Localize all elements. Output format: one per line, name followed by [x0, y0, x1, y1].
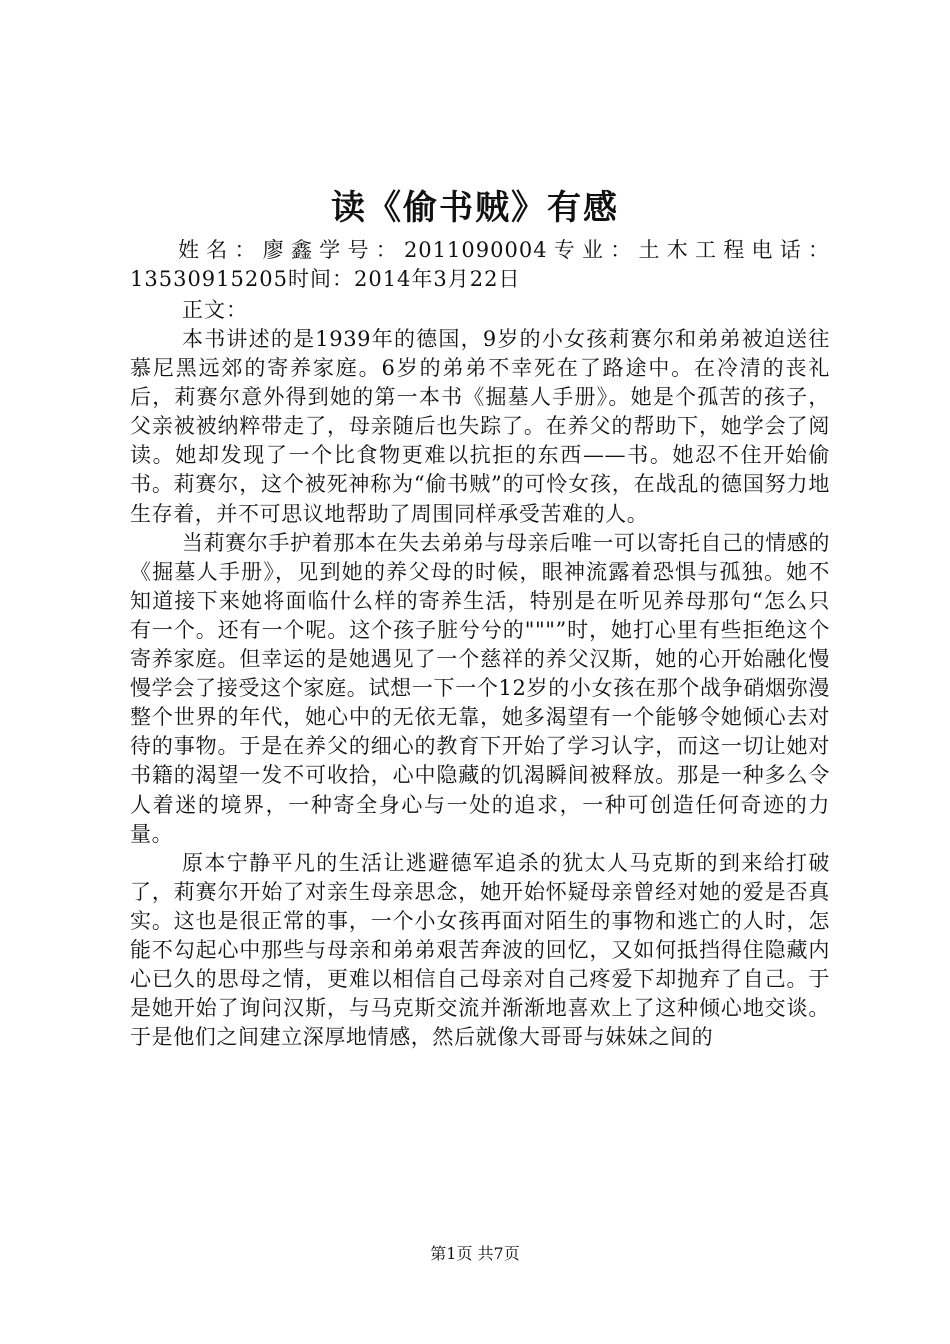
body-label: 正文： — [182, 298, 248, 322]
document-body — [130, 325, 830, 1052]
paragraph: 本书讲述的是1939年的德国，9岁的小女孩莉赛尔和弟弟被迫送往慕尼黑远郊的寄养家庭。6岁的弟弟不幸死在了路途中。在冷清的丧礼后，莉赛尔意外得到她的第一本书《掘墓人手册》。她是个孤苦的孩子，父亲被被纳粹带走了，母亲随后也失踪了。在养父的帮助下，她学会了阅读。她却发现了一个比食物更难以抗拒的东西——书。她忍不住开始偷书。莉赛尔，这个被死神称为“偷书贼”的可怜女孩，在战乱的德国努力地生存着，并不可思议地帮助了周围同样承受苦难的人。 — [130, 327, 830, 526]
document-title: 读《偷书贼》有感 — [331, 188, 619, 228]
paragraph: 当莉赛尔手护着那本在失去弟弟与母亲后唯一可以寄托自己的情感的《掘墓人手册》，见到她的养父母的时候，眼神流露着恐惧与孤独。她不知道接下来她将面临什么样的寄养生活，特别是在听见养母那句“怎么只有一个。还有一个呢。这个孩子脏兮兮的"""”时，她打心里有些拒绝这个寄养家庭。但幸运的是她遇见了一个慈祥的养父汉斯，她的心开始融化慢慢学会了接受这个家庭。试想一下一个12岁的小女孩在那个战争硝烟弥漫整个世界的年代，她心中的无依无靠，她多渴望有一个能够令她倾心去对待的事物。于是在养父的细心的教育下开始了学习认字，而这一切让她对书籍的渴望一发不可收拾，心中隐藏的饥渴瞬间被释放。那是一种多么令人着迷的境界，一种寄全身心与一处的追求，一种可创造任何奇迹的力量。 — [130, 530, 830, 846]
paragraph: 原本宁静平凡的生活让逃避德军追杀的犹太人马克斯的到来给打破了，莉赛尔开始了对亲生母亲思念，她开始怀疑母亲曾经对她的爱是否真实。这也是很正常的事，一个小女孩再面对陌生的事物和逃亡的人时，怎能不勾起心中那些与母亲和弟弟艰苦奔波的回忆，又如何抵挡得住隐藏内心已久的思母之情，更难以相信自己母亲对自己疼爱下却抛弃了自己。于是她开始了询问汉斯，与马克斯交流并渐渐地喜欢上了这种倾心地交谈。于是他们之间建立深厚地情感，然后就像大哥哥与妹妹之间的 — [130, 850, 830, 1050]
page-footer: 第1页 共7页 — [430, 1244, 520, 1263]
author-info: 姓名：廖鑫学号：2011090004专业：土木工程电话：13530915205时间：2014年3月22日 — [130, 238, 830, 291]
